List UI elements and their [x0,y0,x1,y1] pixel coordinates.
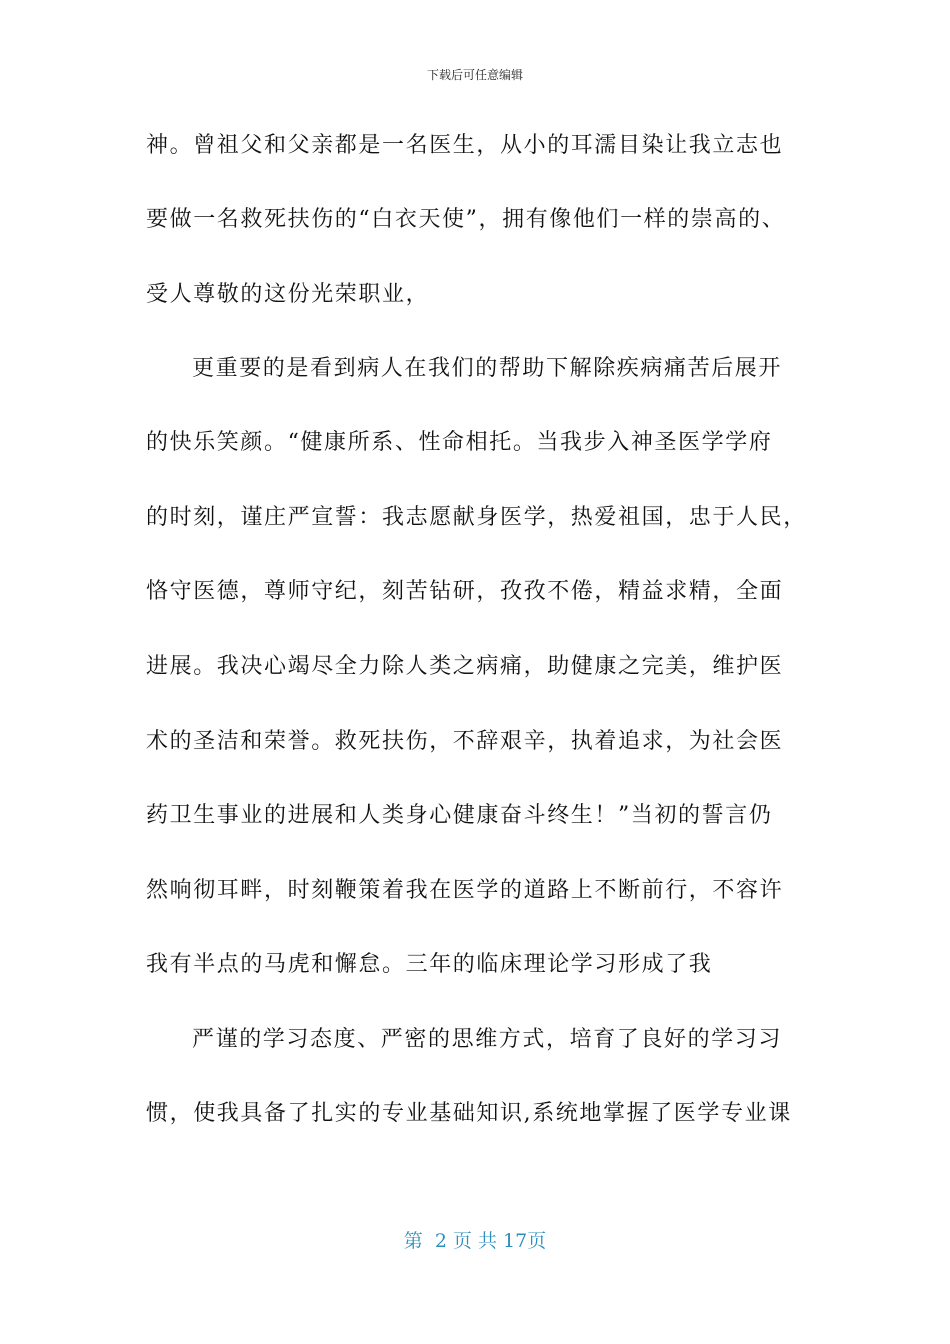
text-line: 神。曾祖父和父亲都是一名医生，从小的耳濡目染让我立志也 [146,133,784,158]
text-line: 惯，使我具备了扎实的专业基础知识,系统地掌握了医学专业课 [146,1101,792,1126]
text-line: 要做一名救死扶伤的“白衣天使”，拥有像他们一样的崇高的、 [146,207,786,232]
text-line: 的时刻，谨庄严宣誓：我志愿献身医学，热爱祖国，忠于人民， [146,505,807,530]
page-header: 下载后可任意编辑 [426,68,523,82]
text-line: 受人尊敬的这份光荣职业， [146,282,430,307]
text-line: 进展。我决心竭尽全力除人类之病痛，助健康之完美，维护医 [146,654,784,679]
paragraph-start-line: 更重要的是看到病人在我们的帮助下解除疾病痛苦后展开 [192,356,783,381]
text-line: 我有半点的马虎和懈怠。三年的临床理论学习形成了我 [146,952,713,977]
text-line: 药卫生事业的进展和人类身心健康奋斗终生！”当初的誓言仍 [146,803,773,828]
text-line: 恪守医德，尊师守纪，刻苦钻研，孜孜不倦，精益求精，全面 [146,579,784,604]
text-line: 术的圣洁和荣誉。救死扶伤，不辞艰辛，执着追求，为社会医 [146,729,784,754]
text-line: 的快乐笑颜。“健康所系、性命相托。当我步入神圣医学学府 [146,430,773,455]
text-line: 然响彻耳畔，时刻鞭策着我在医学的道路上不断前行，不容许 [146,878,784,903]
paragraph-start-line: 严谨的学习态度、严密的思维方式，培育了良好的学习习 [192,1027,783,1052]
page-footer: 第 2 页 共 17页 [403,1230,547,1252]
